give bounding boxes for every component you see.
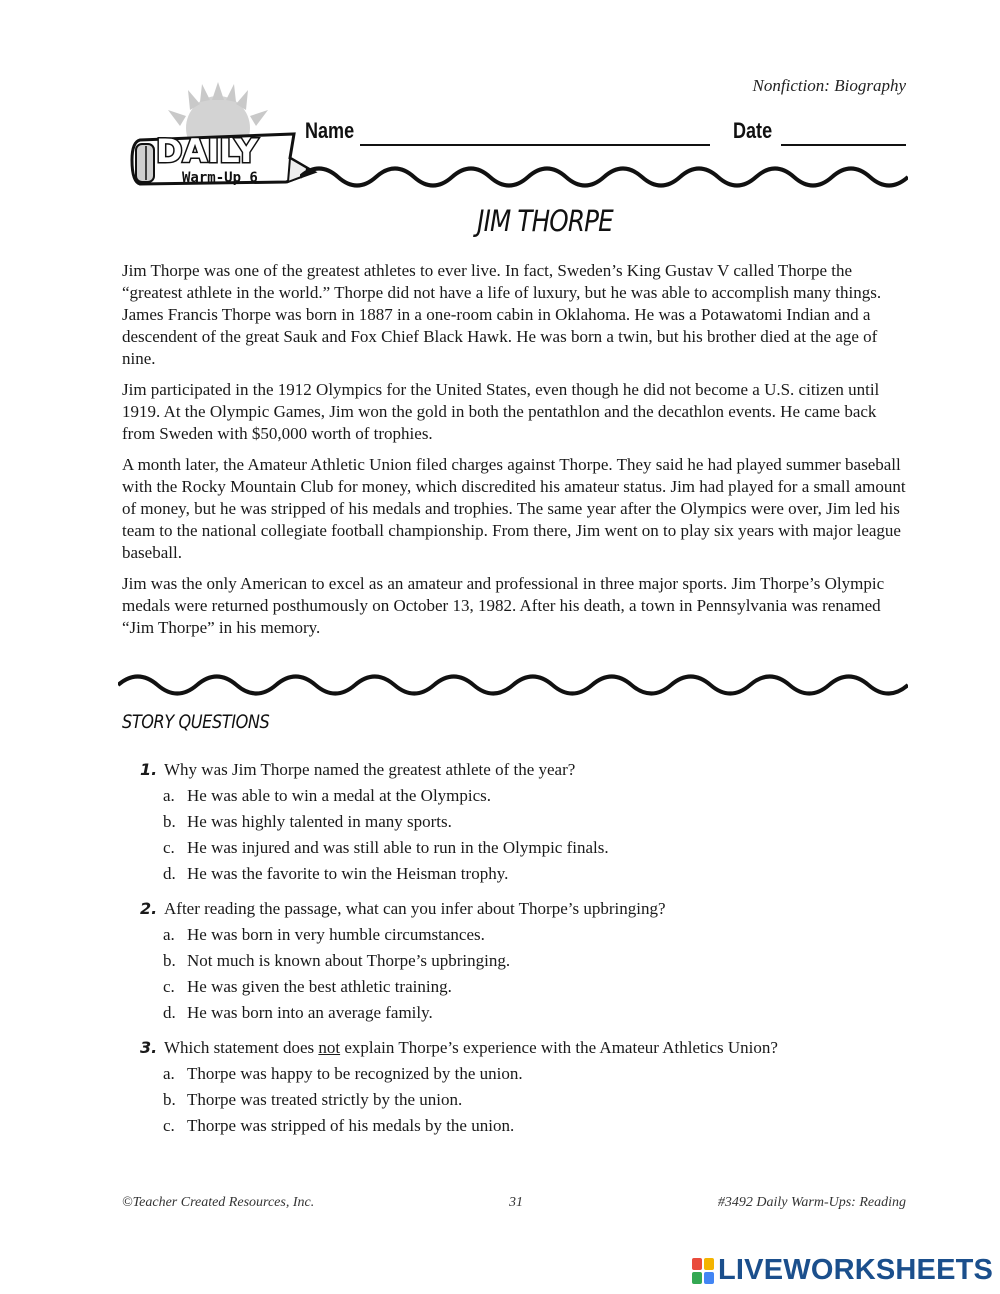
question-text-part: explain Thorpe’s experience with the Amateur Athletics Union?: [340, 1038, 778, 1057]
liveworksheets-watermark[interactable]: [692, 1254, 993, 1287]
option-letter: a.: [163, 925, 175, 944]
passage-paragraph: Jim participated in the 1912 Olympics for the United States, even though he did not become a U.S. citizen until 1919. At the Olympic Games, Jim won the gold in both the pentathlon and the decathlon events. He came back from Sweden with $50,000 worth of trophies.: [122, 380, 880, 443]
option-letter: b.: [163, 1090, 176, 1109]
page-number: 31: [509, 1195, 523, 1210]
wavy-divider-middle: [118, 668, 908, 702]
question-text-part: Which statement does: [164, 1038, 319, 1057]
option-text: He was highly talented in many sports.: [187, 812, 452, 831]
watermark-text: LIVEWORKSHEETS: [718, 1254, 994, 1286]
genre-label: Nonfiction: Biography: [752, 76, 906, 95]
questions-heading: STORY QUESTIONS: [122, 711, 270, 733]
option-letter: a.: [163, 786, 175, 805]
answer-option[interactable]: [140, 1000, 920, 1026]
question: [140, 1035, 920, 1139]
answer-option[interactable]: [140, 948, 920, 974]
option-letter: b.: [163, 812, 176, 831]
option-text: Thorpe was treated strictly by the union.: [187, 1090, 463, 1109]
badge-subtitle: Warm-Up 6: [182, 170, 258, 186]
option-text: He was born into an average family.: [187, 1003, 433, 1022]
option-text: Not much is known about Thorpe’s upbringing.: [187, 951, 511, 970]
daily-warmup-badge: [118, 82, 318, 202]
footer-copyright: ©Teacher Created Resources, Inc.: [122, 1195, 315, 1210]
answer-option[interactable]: [140, 1113, 920, 1139]
question-text: [164, 1035, 778, 1061]
article-title: JIM THORPE: [477, 204, 613, 238]
answer-option[interactable]: [140, 1061, 920, 1087]
question-number: 3.: [140, 1038, 158, 1057]
answer-option[interactable]: [140, 922, 920, 948]
option-text: He was the favorite to win the Heisman trophy.: [187, 864, 509, 883]
option-letter: b.: [163, 951, 176, 970]
questions-list: [140, 757, 920, 1148]
option-letter: d.: [163, 1003, 176, 1022]
option-letter: c.: [163, 1116, 175, 1135]
answer-option[interactable]: [140, 1087, 920, 1113]
underlined-word: not: [318, 1038, 341, 1057]
name-field[interactable]: [360, 144, 710, 146]
date-field[interactable]: [781, 144, 906, 146]
wavy-divider-top: [300, 160, 908, 194]
answer-option[interactable]: [140, 861, 920, 887]
answer-option[interactable]: [140, 783, 920, 809]
answer-option[interactable]: [140, 835, 920, 861]
option-text: He was given the best athletic training.: [187, 977, 452, 996]
option-letter: c.: [163, 838, 175, 857]
footer-book-title: #3492 Daily Warm-Ups: Reading: [717, 1195, 906, 1210]
option-text: Thorpe was stripped of his medals by the union.: [187, 1116, 515, 1135]
name-label: Name: [305, 118, 355, 143]
passage-paragraph: Jim was the only American to excel as an amateur and professional in three major sports. Jim Thorpe’s Olympic medals were returned posthumously on October 13, 1982. After his death, a town in Pennsylvania was renamed “Jim Thorpe” in his memory.: [122, 574, 885, 637]
option-text: He was born in very humble circumstances.: [187, 925, 485, 944]
question: [140, 757, 920, 887]
question-number: 1.: [140, 760, 158, 779]
date-label: Date: [733, 118, 773, 143]
passage-paragraph: A month later, the Amateur Athletic Union filed charges against Thorpe. They said he had played summer baseball with the Rocky Mountain Club for money, which discredited his amateur status. Jim had played for a small amount of money, but he was stripped of his medals and trophies. The same year after the Olympics were over, Jim led his team to the national collegiate football championship. From there, Jim went on to play six years with major league baseball.: [122, 455, 906, 562]
answer-option[interactable]: [140, 809, 920, 835]
question-number: 2.: [140, 899, 158, 918]
option-letter: c.: [163, 977, 175, 996]
badge-title: DAILY: [156, 132, 258, 170]
passage: [122, 260, 912, 648]
option-letter: d.: [163, 864, 176, 883]
question-text: After reading the passage, what can you infer about Thorpe’s upbringing?: [164, 899, 666, 918]
option-letter: a.: [163, 1064, 175, 1083]
option-text: He was injured and was still able to run in the Olympic finals.: [187, 838, 609, 857]
option-text: Thorpe was happy to be recognized by the union.: [187, 1064, 523, 1083]
question-text: Why was Jim Thorpe named the greatest athlete of the year?: [164, 760, 576, 779]
question: [140, 896, 920, 1026]
liveworksheets-logo-icon: [692, 1258, 714, 1284]
option-text: He was able to win a medal at the Olympics.: [187, 786, 492, 805]
answer-option[interactable]: [140, 974, 920, 1000]
passage-paragraph: Jim Thorpe was one of the greatest athletes to ever live. In fact, Sweden’s King Gustav V called Thorpe the “greatest athlete in the world.” Thorpe did not have a life of luxury, but he was able to accomplish many things. James Francis Thorpe was born in 1887 in a one-room cabin in Oklahoma. He was a Potawatomi Indian and a descendent of the great Sauk and Fox Chief Black Hawk. He was born a twin, but his brother died at the age of nine.: [122, 261, 882, 368]
